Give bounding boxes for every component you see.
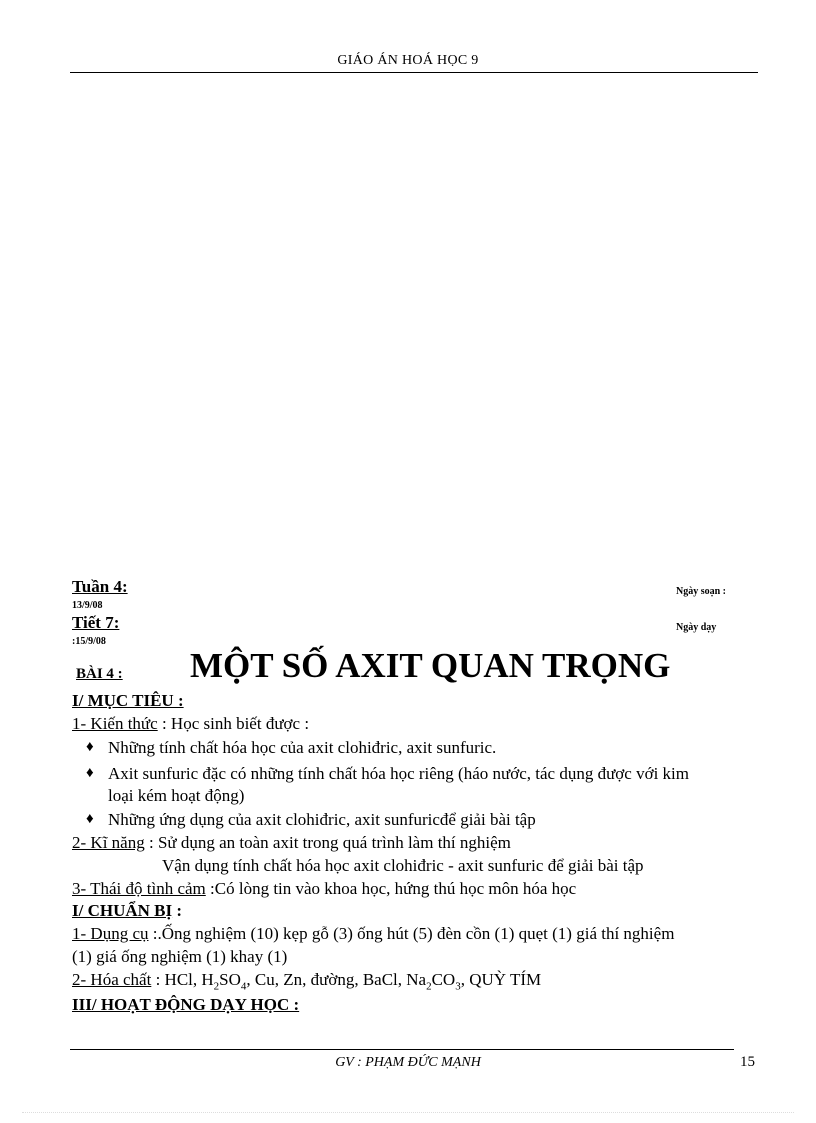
subscript: 2 xyxy=(426,980,432,993)
objective-bullet-2-cont: loại kém hoạt động) xyxy=(108,786,245,805)
lesson-title: MỘT SỐ AXIT QUAN TRỌNG xyxy=(190,646,671,685)
teach-date-label: Ngày dạy xyxy=(676,622,717,633)
tools-text: :.Ống nghiệm (10) kẹp gỗ (3) ống hút (5) đèn cồn (1) quẹt (1) giá thí nghiệm xyxy=(148,924,675,943)
page-bottom-divider xyxy=(22,1112,794,1113)
header-rule xyxy=(70,72,758,73)
bullet-icon: ♦ xyxy=(86,811,94,827)
tools-line-2: (1) giá ống nghiệm (1) khay (1) xyxy=(72,947,288,966)
attitude-line xyxy=(72,879,576,899)
footer-rule xyxy=(70,1049,734,1050)
period-date: :15/9/08 xyxy=(72,636,106,647)
chemicals-text: : HCl, H xyxy=(151,970,214,989)
tools-label: 1- Dụng cụ xyxy=(72,924,149,943)
skills-line xyxy=(72,833,511,853)
objective-bullet-2: Axit sunfuric đặc có những tính chất hóa học riêng (háo nước, tác dụng được với kim xyxy=(108,764,689,783)
subscript: 4 xyxy=(240,980,247,993)
chemicals-text: SO xyxy=(219,970,241,989)
tools-line xyxy=(72,924,674,944)
objectives-heading: I/ MỤC TIÊU : xyxy=(72,691,184,710)
chemicals-text: , Cu, Zn, đường, BaCl, Na xyxy=(246,970,427,989)
subscript: 3 xyxy=(455,980,461,993)
knowledge-label: 1- Kiến thức xyxy=(72,714,158,733)
chemicals-label: 2- Hóa chất xyxy=(72,970,152,989)
preparation-heading-suffix: : xyxy=(172,901,183,920)
skills-label: 2- Kĩ năng xyxy=(72,833,145,852)
preparation-heading-line xyxy=(72,901,182,921)
objective-bullet-1: Những tính chất hóa học của axit clohiđric, axit sunfuric. xyxy=(108,738,497,757)
chemicals-line xyxy=(72,970,541,992)
bullet-icon: ♦ xyxy=(86,739,94,755)
skills-text: : Sử dụng an toàn axit trong quá trình làm thí nghiệm xyxy=(144,833,511,852)
period-label: Tiết 7: xyxy=(72,613,120,632)
chemicals-text: , QUỲ TÍM xyxy=(460,970,542,989)
page-header-title: GIÁO ÁN HOÁ HỌC 9 xyxy=(337,53,479,68)
footer-teacher: GV : PHẠM ĐỨC MẠNH xyxy=(335,1055,481,1070)
chemicals-text: CO xyxy=(431,970,456,989)
knowledge-line xyxy=(72,714,309,734)
subscript: 2 xyxy=(213,980,220,993)
knowledge-text: : Học sinh biết được : xyxy=(157,714,310,733)
prep-date-label: Ngày soạn : xyxy=(676,586,727,597)
attitude-text: :Có lòng tin vào khoa học, hứng thú học môn hóa học xyxy=(205,879,577,898)
lesson-number: BÀI 4 : xyxy=(76,666,123,682)
attitude-label: 3- Thái độ tình cảm xyxy=(72,879,206,898)
objective-bullet-3: Những ứng dụng của axit clohiđric, axit sunfuricđể giải bài tập xyxy=(108,810,536,829)
page-number: 15 xyxy=(740,1054,755,1070)
activities-heading: III/ HOẠT ĐỘNG DẠY HỌC : xyxy=(72,995,300,1014)
week-label: Tuần 4: xyxy=(72,577,128,596)
skills-line-2: Vận dụng tính chất hóa học axit clohiđric - axit sunfuric để giải bài tập xyxy=(162,856,644,875)
week-date: 13/9/08 xyxy=(72,600,103,611)
preparation-heading: I/ CHUẨN BỊ xyxy=(72,901,173,920)
bullet-icon: ♦ xyxy=(86,765,94,781)
